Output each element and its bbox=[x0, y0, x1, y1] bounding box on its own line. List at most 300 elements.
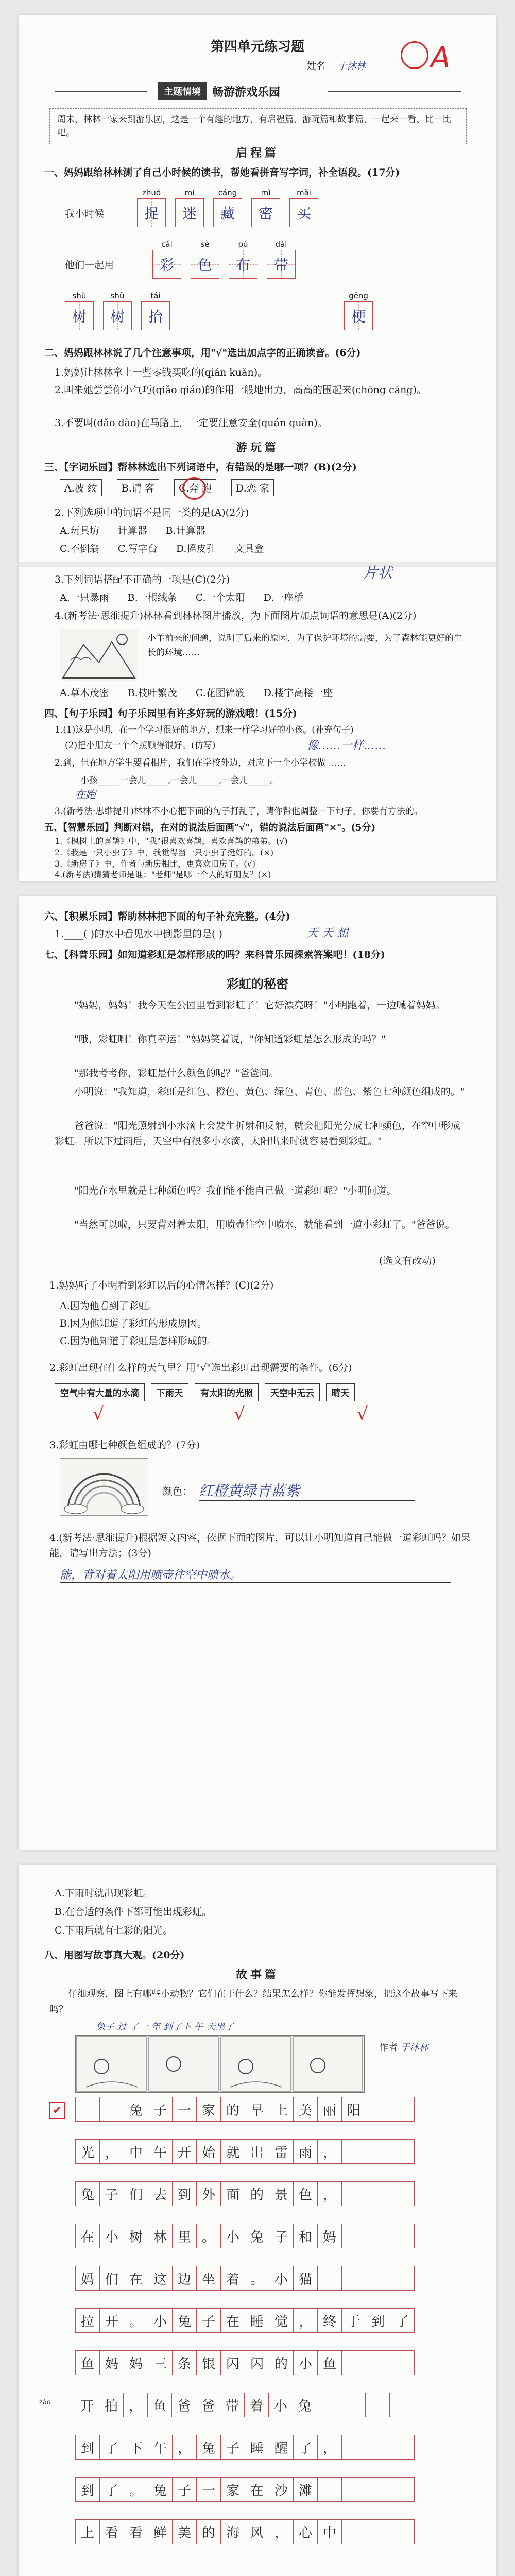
q4-options-row1 bbox=[60, 523, 205, 537]
composition-cell[interactable]: 小 bbox=[269, 2393, 293, 2417]
composition-cell[interactable] bbox=[390, 2097, 415, 2122]
q10-answer: 天 天 想 bbox=[307, 927, 348, 940]
composition-cell[interactable]: 兔 bbox=[124, 2097, 148, 2122]
composition-cell[interactable]: 妈 bbox=[75, 2266, 100, 2291]
composition-cell[interactable]: 雷 bbox=[269, 2139, 294, 2164]
q7-answer-2: 在跑 bbox=[75, 788, 96, 801]
composition-cell[interactable]: 睡 bbox=[245, 2308, 269, 2333]
composition-cell[interactable] bbox=[366, 2519, 390, 2544]
condition-box[interactable]: 晴天 bbox=[326, 1383, 355, 1401]
composition-cell[interactable]: 小 bbox=[294, 2350, 318, 2375]
composition-cell[interactable]: 开 bbox=[173, 2139, 197, 2164]
composition-cell[interactable]: 开 bbox=[100, 2308, 124, 2333]
composition-cell[interactable]: 一 bbox=[173, 2097, 197, 2122]
composition-cell[interactable]: 。 bbox=[124, 2308, 148, 2333]
tianzige-box[interactable] bbox=[229, 250, 258, 279]
check-mark: √ bbox=[234, 1404, 245, 1425]
composition-cell[interactable]: 美 bbox=[294, 2097, 318, 2122]
composition-cell[interactable]: 海 bbox=[221, 2519, 245, 2544]
composition-cell[interactable]: 兔 bbox=[173, 2308, 197, 2333]
composition-cell[interactable]: 阳 bbox=[342, 2097, 366, 2122]
composition-cell[interactable]: 和 bbox=[294, 2224, 318, 2248]
q1-grid-2 bbox=[152, 240, 296, 279]
composition-cell[interactable]: ， bbox=[173, 2435, 197, 2460]
composition-cell[interactable]: 心 bbox=[294, 2519, 318, 2544]
composition-cell[interactable] bbox=[100, 2097, 124, 2122]
composition-cell[interactable]: 外 bbox=[197, 2181, 221, 2206]
composition-cell[interactable]: ， bbox=[100, 2139, 124, 2164]
q5-handnote: 片状 bbox=[364, 564, 393, 581]
tianzige-box[interactable] bbox=[103, 301, 132, 330]
pinyin: mǎi bbox=[297, 188, 311, 197]
condition-box[interactable]: 空气中有大量的水滴 bbox=[55, 1383, 145, 1401]
reading-q4: 4.(新考法·思维提升)根据短文内容，依据下面的图片，可以让小明知道自己能做一道彩虹吗？如果能，请写出方法；(3分) bbox=[49, 1532, 471, 1559]
composition-cell[interactable]: 三 bbox=[148, 2350, 173, 2375]
q2-item-1: 1.妈妈让林林拿上一些零钱买吃的(qián kuǎn)。 bbox=[55, 367, 268, 378]
composition-cell[interactable]: 在 bbox=[221, 2308, 245, 2333]
section-title-start: 启程篇 bbox=[235, 146, 279, 160]
composition-cell[interactable]: 就 bbox=[221, 2139, 245, 2164]
answer-char: 布 bbox=[235, 257, 250, 274]
composition-row bbox=[39, 2393, 415, 2425]
question-6: 六、【积累乐园】帮助林林把下面的句子补充完整。(4分) bbox=[44, 911, 290, 922]
option-box[interactable]: B.请 客 bbox=[117, 479, 159, 496]
worksheet-page-1 bbox=[19, 15, 496, 881]
composition-cell[interactable]: 鲜 bbox=[148, 2519, 173, 2544]
composition-cell[interactable]: 。 bbox=[245, 2266, 269, 2291]
composition-cell[interactable]: 沙 bbox=[269, 2477, 294, 2502]
option-text: A.玩具坊 bbox=[60, 525, 99, 536]
composition-cell[interactable]: 猫 bbox=[294, 2266, 318, 2291]
composition-cell[interactable]: 家 bbox=[221, 2477, 245, 2502]
composition-cell[interactable]: ， bbox=[124, 2393, 148, 2417]
name-value: 于沐林 bbox=[329, 61, 375, 72]
question-8: 八、用图写故事真大观。(20分) bbox=[44, 1950, 185, 1961]
composition-cell[interactable] bbox=[342, 2350, 366, 2375]
passage-para-2: "哦，彩虹啊！你真幸运！"妈妈笑着说，"你知道彩虹是怎么形成的吗？" bbox=[74, 1033, 386, 1045]
composition-cell[interactable]: ， bbox=[318, 2181, 342, 2206]
reading-q2: 2.彩虹出现在什么样的天气里？用"√"选出彩虹出现需要的条件。(6分) bbox=[49, 1362, 352, 1374]
composition-cell[interactable] bbox=[366, 2097, 390, 2122]
option-text: B.一根线条 bbox=[127, 592, 177, 603]
tianzige-box[interactable] bbox=[213, 198, 242, 227]
composition-cell[interactable] bbox=[342, 2519, 366, 2544]
composition-cell[interactable]: 小 bbox=[221, 2224, 245, 2248]
composition-cell[interactable]: 始 bbox=[197, 2139, 221, 2164]
option-text: B.计算器 bbox=[165, 525, 205, 536]
option-text: D.一座桥 bbox=[263, 592, 304, 603]
composition-cell[interactable]: 景 bbox=[269, 2181, 294, 2206]
composition-cell[interactable]: 睡 bbox=[245, 2435, 269, 2460]
composition-cell[interactable]: 林 bbox=[148, 2224, 173, 2248]
option-text: A.一只暴雨 bbox=[60, 592, 109, 603]
composition-cell[interactable] bbox=[390, 2519, 415, 2544]
composition-cell[interactable] bbox=[390, 2435, 415, 2460]
composition-cell[interactable]: 爸 bbox=[172, 2393, 196, 2417]
q8-text: 3.(新考法·思维提升)林林不小心把下面的句子打乱了，请你帮他调整一下句子，你要有方法的。 bbox=[55, 806, 423, 817]
composition-cell[interactable]: 的 bbox=[197, 2519, 221, 2544]
composition-cell[interactable]: 这 bbox=[148, 2266, 173, 2291]
banner-rule-right bbox=[328, 91, 461, 92]
name-field bbox=[307, 59, 375, 72]
option-text: 计算器 bbox=[117, 525, 147, 536]
composition-cell[interactable]: 子 bbox=[197, 2308, 221, 2333]
composition-row bbox=[75, 2435, 415, 2467]
answer-char: 捉 bbox=[144, 205, 159, 222]
question-1: 一、妈妈跟给林林测了自己小时候的读书，帮她看拼音写字词，补全语段。(17分) bbox=[44, 167, 400, 178]
composition-cell[interactable]: ， bbox=[318, 2435, 342, 2460]
question-2: 二、妈妈跟林林说了几个注意事项，用"√"选出加点字的正确读音。(6分) bbox=[44, 347, 361, 359]
worksheet-title: 第四单元练习题 bbox=[210, 39, 304, 55]
option-box[interactable]: A.波 纹 bbox=[60, 479, 102, 496]
theme-banner bbox=[158, 82, 280, 100]
composition-cell[interactable]: 滩 bbox=[294, 2477, 318, 2502]
q3-options bbox=[60, 479, 286, 496]
composition-cell[interactable]: 光 bbox=[75, 2139, 100, 2164]
composition-cell[interactable]: 爸 bbox=[196, 2393, 220, 2417]
composition-cell[interactable] bbox=[390, 2477, 415, 2502]
composition-cell[interactable]: 小 bbox=[100, 2224, 124, 2248]
q7-item-3: 2.到，但在地方学生要看相片，我们在学校外边，对应下一个小学校做 …… bbox=[55, 758, 346, 768]
passage-para-1: "妈妈，妈妈！我今天在公园里看到彩虹了！它好漂亮呀！"小明跑着，一边喊着妈妈。 bbox=[74, 999, 445, 1011]
composition-cell[interactable]: 于 bbox=[342, 2308, 366, 2333]
composition-cell[interactable]: 妈 bbox=[318, 2224, 342, 2248]
reading-q1-opt-b: B.因为他知道了彩虹的形成原因。 bbox=[60, 1318, 208, 1329]
pinyin: gēng bbox=[349, 291, 368, 300]
q6-text: 4.(新考法·思维提升)林林看到林林图片播放，为下面图片加点词语的意思是(A)(2分) bbox=[55, 610, 417, 621]
tianzige-box[interactable] bbox=[137, 198, 166, 227]
question-5: 五、【智慧乐园】判断对错，在对的说法后面画"√"，错的说法后面画"×"。(5分) bbox=[44, 822, 375, 833]
composition-cell[interactable]: 在 bbox=[124, 2266, 148, 2291]
author-label: 作者 bbox=[379, 2042, 398, 2053]
answer-char: 密 bbox=[258, 205, 273, 222]
answer-char: 树 bbox=[72, 308, 87, 325]
composition-grid bbox=[39, 2097, 415, 2562]
composition-cell[interactable]: 到 bbox=[75, 2435, 100, 2460]
pinyin: dài bbox=[275, 240, 287, 249]
composition-cell[interactable]: 子 bbox=[148, 2097, 173, 2122]
option-box[interactable]: D.恋 家 bbox=[231, 479, 274, 496]
composition-cell[interactable]: 妈 bbox=[124, 2350, 148, 2375]
answer-circle bbox=[182, 477, 206, 500]
composition-cell[interactable] bbox=[366, 2435, 390, 2460]
composition-cell[interactable] bbox=[317, 2393, 341, 2417]
composition-cell[interactable] bbox=[342, 2139, 366, 2164]
composition-cell[interactable] bbox=[75, 2097, 100, 2122]
q3-answer: 红橙黄绿青蓝紫 bbox=[199, 1480, 415, 1501]
passage-para-4: 小明说："我知道，彩虹是红色、橙色、黄色、绿色、青色、蓝色、紫色七种颜色组成的。" bbox=[74, 1086, 465, 1097]
composition-cell[interactable]: 了 bbox=[294, 2435, 318, 2460]
composition-cell[interactable]: 的 bbox=[269, 2350, 294, 2375]
composition-cell[interactable]: 着 bbox=[221, 2266, 245, 2291]
passage-para-3: "那我考考你，彩虹是什么颜色的呢？"爸爸问。 bbox=[74, 1067, 279, 1079]
composition-cell[interactable]: 拍 bbox=[99, 2393, 124, 2417]
composition-cell[interactable]: 妈 bbox=[100, 2350, 124, 2375]
grade-circle bbox=[401, 41, 428, 69]
composition-cell[interactable]: 了 bbox=[100, 2435, 124, 2460]
tianzige-box[interactable] bbox=[191, 250, 219, 279]
answer-char: 藏 bbox=[220, 205, 235, 222]
composition-cell[interactable] bbox=[318, 2266, 342, 2291]
passage-source: (选文有改动) bbox=[379, 1255, 436, 1266]
pinyin: pú bbox=[238, 240, 248, 249]
composition-cell[interactable] bbox=[342, 2477, 366, 2502]
q9-item-4: 4.(新考法)猜猜老师是谁："老师"是哪一个人的好朋友？(×) bbox=[55, 870, 271, 879]
worksheet-page-3 bbox=[19, 1865, 496, 2576]
composition-cell[interactable] bbox=[390, 2350, 415, 2375]
tianzige-box[interactable] bbox=[65, 301, 94, 330]
composition-cell[interactable]: 出 bbox=[245, 2139, 269, 2164]
composition-cell[interactable]: 了 bbox=[390, 2308, 415, 2333]
composition-cell[interactable]: 。 bbox=[197, 2224, 221, 2248]
tianzige-box[interactable] bbox=[344, 301, 373, 330]
q10-item-1: 1.____( )的水中看见水中倒影里的是( ) bbox=[55, 928, 222, 940]
composition-cell[interactable]: 鱼 bbox=[318, 2350, 342, 2375]
composition-cell[interactable] bbox=[318, 2477, 342, 2502]
composition-cell[interactable]: 风 bbox=[245, 2519, 269, 2544]
option-text: C.写字台 bbox=[117, 543, 158, 554]
reading-q3: 3.彩虹由哪七种颜色组成的？(7分) bbox=[49, 1439, 200, 1451]
composition-cell[interactable]: 上 bbox=[75, 2519, 100, 2544]
composition-cell[interactable]: 兔 bbox=[197, 2435, 221, 2460]
composition-cell[interactable]: ， bbox=[318, 2139, 342, 2164]
tianzige-box[interactable] bbox=[289, 198, 318, 227]
composition-cell[interactable]: 小 bbox=[269, 2266, 294, 2291]
composition-cell[interactable]: 到 bbox=[366, 2308, 390, 2333]
composition-row bbox=[75, 2308, 415, 2340]
composition-cell[interactable] bbox=[366, 2139, 390, 2164]
option-text: C.不倒翁 bbox=[60, 543, 99, 554]
intro-box: 周末，林林一家来到游乐园，这是一个有趣的地方，有启程篇、游玩篇和故事篇，一起来一看、比一比吧。 bbox=[49, 108, 467, 144]
composition-cell[interactable]: 的 bbox=[245, 2181, 269, 2206]
banner-label: 畅游游戏乐园 bbox=[212, 85, 281, 99]
pinyin: shù bbox=[72, 291, 87, 300]
composition-cell[interactable]: 午 bbox=[148, 2139, 173, 2164]
composition-cell[interactable]: 看 bbox=[124, 2519, 148, 2544]
composition-cell[interactable] bbox=[342, 2435, 366, 2460]
q7-answer-1: 像……一样…… bbox=[307, 737, 461, 753]
composition-cell[interactable]: 兔 bbox=[148, 2477, 173, 2502]
composition-cell[interactable]: 中 bbox=[124, 2139, 148, 2164]
composition-cell[interactable]: 醒 bbox=[269, 2435, 294, 2460]
composition-cell[interactable]: 的 bbox=[221, 2097, 245, 2122]
section-title-story: 故事篇 bbox=[235, 1968, 279, 1981]
composition-cell[interactable]: 子 bbox=[100, 2181, 124, 2206]
composition-cell[interactable]: 一 bbox=[197, 2477, 221, 2502]
composition-cell[interactable] bbox=[390, 2139, 415, 2164]
composition-cell[interactable] bbox=[366, 2393, 390, 2417]
composition-cell[interactable]: 午 bbox=[148, 2435, 173, 2460]
tianzige-box[interactable] bbox=[152, 250, 181, 279]
composition-cell[interactable]: 坐 bbox=[197, 2266, 221, 2291]
composition-cell[interactable]: 闪 bbox=[221, 2350, 245, 2375]
composition-cell[interactable]: 在 bbox=[245, 2477, 269, 2502]
condition-box[interactable]: 天空中无云 bbox=[265, 1383, 320, 1401]
composition-cell[interactable]: 去 bbox=[148, 2181, 173, 2206]
composition-cell[interactable]: 鱼 bbox=[75, 2350, 100, 2375]
story-comic-strip bbox=[75, 2035, 365, 2093]
passage-para-7: "当然可以啦，只要背对着太阳，用喷壶往空中喷水，就能看到一道小彩虹了。"爸爸说。 bbox=[74, 1219, 455, 1230]
tianzige-box[interactable] bbox=[251, 198, 280, 227]
composition-cell[interactable] bbox=[390, 2266, 415, 2291]
composition-cell[interactable] bbox=[366, 2224, 390, 2248]
option-box[interactable]: C.奔 跑 bbox=[174, 479, 216, 496]
composition-cell[interactable]: 们 bbox=[124, 2181, 148, 2206]
q6-passage: 小羊前来的问题，说明了后来的原因，为了保护环境的需要，为了森林能更好的生长的环境…… bbox=[147, 633, 462, 658]
q3-label: 颜色： bbox=[163, 1486, 193, 1497]
q1-grid-3 bbox=[65, 291, 373, 330]
final-opt-c: C.下雨后就有七彩的阳光。 bbox=[55, 1925, 173, 1936]
composition-cell[interactable]: 在 bbox=[75, 2224, 100, 2248]
q6-options bbox=[60, 685, 333, 699]
composition-cell[interactable]: 到 bbox=[75, 2477, 100, 2502]
composition-cell[interactable]: 鱼 bbox=[148, 2393, 172, 2417]
worksheet-page-2 bbox=[19, 896, 496, 1850]
composition-cell[interactable]: 丽 bbox=[318, 2097, 342, 2122]
grade-mark: A bbox=[431, 41, 451, 75]
composition-cell[interactable] bbox=[342, 2266, 366, 2291]
check-mark bbox=[284, 1404, 341, 1425]
question-7: 七、【科普乐园】如知道彩虹是怎样形成的吗？来科普乐园探索答案吧！(18分) bbox=[44, 949, 385, 960]
reading-q1: 1.妈妈听了小明看到彩虹以后的心情怎样？(C)(2分) bbox=[49, 1280, 274, 1291]
section-title-play: 游玩篇 bbox=[235, 441, 279, 454]
q4-text: 2.下列选项中的词语不是同一类的是(A)(2分) bbox=[55, 507, 249, 518]
composition-row bbox=[75, 2139, 415, 2171]
composition-cell[interactable]: 兔 bbox=[245, 2224, 269, 2248]
composition-cell[interactable] bbox=[366, 2350, 390, 2375]
composition-cell[interactable]: 子 bbox=[173, 2477, 197, 2502]
composition-cell[interactable] bbox=[390, 2224, 415, 2248]
composition-cell[interactable]: 美 bbox=[173, 2519, 197, 2544]
author-value: 于沐林 bbox=[400, 2042, 428, 2053]
check-mark bbox=[148, 1404, 195, 1425]
composition-cell[interactable]: 。 bbox=[124, 2477, 148, 2502]
answer-char: 买 bbox=[296, 205, 311, 222]
q5-options bbox=[60, 590, 303, 604]
composition-cell[interactable]: 着 bbox=[245, 2393, 269, 2417]
composition-cell[interactable] bbox=[342, 2181, 366, 2206]
composition-cell[interactable]: 面 bbox=[221, 2181, 245, 2206]
option-text: B.枝叶繁茂 bbox=[127, 687, 177, 699]
composition-cell[interactable]: 早 bbox=[245, 2097, 269, 2122]
composition-cell[interactable]: 银 bbox=[197, 2350, 221, 2375]
pinyin: zhuó bbox=[142, 188, 161, 197]
tianzige-box[interactable] bbox=[267, 250, 296, 279]
composition-cell[interactable]: 下 bbox=[124, 2435, 148, 2460]
q1-grid-1 bbox=[137, 188, 318, 227]
condition-box[interactable]: 有太阳的光照 bbox=[195, 1383, 259, 1401]
answer-char: 带 bbox=[273, 257, 288, 274]
tianzige-box[interactable] bbox=[175, 198, 204, 227]
composition-cell[interactable] bbox=[366, 2266, 390, 2291]
q9-item-1: 1.《枫树上的喜鹊》中，"我"很喜欢喜鹊，喜欢喜鹊的弟弟。(√) bbox=[55, 836, 288, 846]
composition-cell[interactable] bbox=[366, 2181, 390, 2206]
q7-item-1: 1.(1)这是小明，在一个学习很好的地方，想来一样学习好的小孩。(补充句子) bbox=[55, 725, 354, 735]
composition-cell[interactable]: 到 bbox=[173, 2181, 197, 2206]
composition-row bbox=[75, 2097, 415, 2129]
check-mark: √ bbox=[93, 1404, 104, 1425]
passage-para-6: "阳光在水里就是七种颜色吗？我们能不能自己做一道彩虹呢？"小明问道。 bbox=[74, 1185, 397, 1196]
composition-cell[interactable]: 带 bbox=[220, 2393, 245, 2417]
composition-cell[interactable]: 们 bbox=[100, 2266, 124, 2291]
answer-char: 树 bbox=[110, 308, 125, 325]
conditions-row bbox=[55, 1383, 355, 1401]
composition-cell[interactable]: 看 bbox=[100, 2519, 124, 2544]
composition-cell[interactable]: 子 bbox=[269, 2224, 294, 2248]
composition-cell[interactable] bbox=[341, 2393, 366, 2417]
q2-item-3: 3.不要叫(dǎo dào)在马路上，一定要注意安全(quán quàn)。 bbox=[55, 417, 328, 429]
composition-cell[interactable] bbox=[342, 2224, 366, 2248]
answer-char: 抬 bbox=[148, 308, 163, 325]
row-pinyin: zǎo bbox=[39, 2399, 51, 2406]
pinyin: cáng bbox=[218, 188, 237, 197]
composition-cell[interactable]: 树 bbox=[124, 2224, 148, 2248]
answer-char: 迷 bbox=[182, 205, 197, 222]
composition-cell[interactable]: 条 bbox=[173, 2350, 197, 2375]
q9-item-2: 2.《我是一只小虫子》中，我觉得当一只小虫子挺好的。(×) bbox=[55, 848, 274, 857]
option-text: D.楼宇高楼一座 bbox=[263, 687, 333, 699]
conditions-checks bbox=[55, 1404, 467, 1425]
composition-cell[interactable] bbox=[390, 2181, 415, 2206]
composition-cell[interactable]: 拉 bbox=[75, 2308, 100, 2333]
rainbow-illustration bbox=[60, 1458, 148, 1516]
composition-cell[interactable]: 开 bbox=[75, 2393, 99, 2417]
composition-cell[interactable]: 兔 bbox=[293, 2393, 317, 2417]
passage-para-5: 爸爸说："阳光照射到小水滴上会发生折射和反射，就会把阳光分成七种颜色，在空中形成彩虹。所以下过雨后，天空中有很多小水滴，太阳出来时就容易看到彩虹。" bbox=[55, 1120, 460, 1147]
composition-cell[interactable]: 觉 bbox=[269, 2308, 294, 2333]
composition-cell[interactable]: ， bbox=[269, 2519, 294, 2544]
final-opt-a: A.下雨时就出现彩虹。 bbox=[55, 1888, 153, 1899]
reading-q1-opt-a: A.因为他看到了彩虹。 bbox=[60, 1300, 158, 1312]
composition-row bbox=[75, 2519, 415, 2551]
composition-cell[interactable]: 终 bbox=[318, 2308, 342, 2333]
reading-q1-opt-c: C.因为他知道了彩虹是怎样形成的。 bbox=[60, 1335, 217, 1347]
check-mark: √ bbox=[357, 1404, 368, 1425]
composition-row bbox=[75, 2181, 415, 2213]
question-4: 四、【句子乐园】句子乐园里有许多好玩的游戏哦！(15分) bbox=[44, 708, 297, 719]
composition-cell[interactable]: 上 bbox=[269, 2097, 294, 2122]
composition-cell[interactable]: ， bbox=[294, 2308, 318, 2333]
condition-box[interactable]: 下雨天 bbox=[151, 1383, 188, 1401]
composition-cell[interactable]: 家 bbox=[197, 2097, 221, 2122]
story-hand-caption: 兔子 过 了一 年 到了下 午 天黑了 bbox=[96, 2022, 234, 2032]
tianzige-box[interactable] bbox=[141, 301, 170, 330]
composition-cell[interactable] bbox=[366, 2477, 390, 2502]
composition-cell[interactable]: 了 bbox=[100, 2477, 124, 2502]
composition-cell[interactable]: 中 bbox=[318, 2519, 342, 2544]
banner-rule-left bbox=[55, 91, 147, 92]
q1-line1-prefix: 我小时候 bbox=[65, 208, 105, 219]
composition-cell[interactable]: 闪 bbox=[245, 2350, 269, 2375]
composition-cell[interactable]: 小 bbox=[148, 2308, 173, 2333]
composition-cell[interactable]: 边 bbox=[173, 2266, 197, 2291]
composition-cell[interactable]: 子 bbox=[221, 2435, 245, 2460]
composition-row bbox=[75, 2477, 415, 2509]
composition-cell[interactable]: 兔 bbox=[75, 2181, 100, 2206]
composition-cell[interactable]: 雨 bbox=[294, 2139, 318, 2164]
story-author bbox=[379, 2040, 428, 2054]
composition-cell[interactable] bbox=[390, 2393, 414, 2417]
q7-item-4: 小孩_____一会儿_____,一会儿_____,一会儿_____。 bbox=[80, 775, 279, 786]
option-text: C.一个太阳 bbox=[195, 592, 245, 603]
composition-cell[interactable]: 里 bbox=[173, 2224, 197, 2248]
pinyin: mí bbox=[184, 188, 195, 197]
q9-item-3: 3.《新房子》中，作者与新房相比，更喜欢旧房子。(√) bbox=[55, 859, 255, 869]
name-label: 姓名 bbox=[307, 61, 325, 72]
q5-text: 3.下列词语搭配不正确的一项是(C)(2分) bbox=[55, 574, 230, 585]
story-prompt: 仔细观察，图上有哪些小动物？它们在干什么？结果怎么样？你能发挥想象，把这个故事写下来吗？ bbox=[49, 1989, 457, 2015]
composition-cell[interactable]: 色 bbox=[294, 2181, 318, 2206]
